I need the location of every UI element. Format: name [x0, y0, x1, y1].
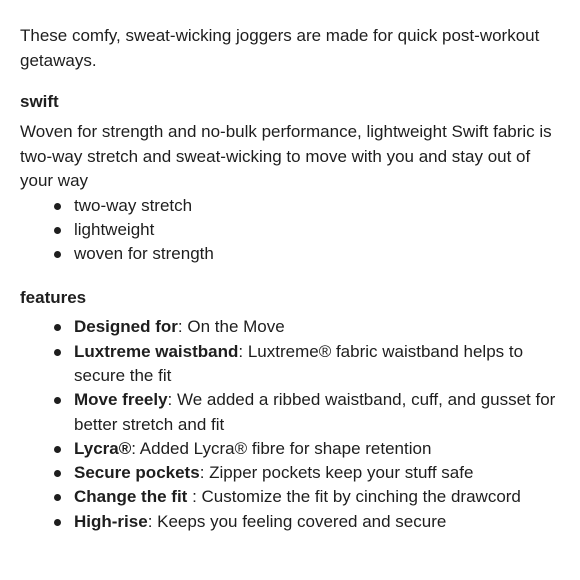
- swift-description: Woven for strength and no-bulk performance, lightweight Swift fabric is two-way stretch and sweat-wicking to move with you and stay out of your way: [20, 122, 552, 190]
- feature-separator: :: [131, 438, 140, 458]
- bullet-icon: [54, 446, 61, 453]
- feature-item: [20, 388, 560, 437]
- features-heading: features: [20, 288, 87, 308]
- feature-item: [20, 510, 560, 534]
- swift-heading: swift: [20, 92, 59, 111]
- feature-item: [20, 315, 560, 339]
- bullet-text: lightweight: [74, 219, 155, 239]
- intro-text: These comfy, sweat-wicking joggers are made for quick post-workout getaways.: [20, 26, 540, 70]
- list-item: [20, 242, 560, 266]
- feature-separator: :: [199, 463, 210, 483]
- feature-separator: :: [238, 341, 248, 361]
- feature-separator: :: [147, 511, 158, 531]
- swift-bullet-list: [20, 194, 560, 267]
- bullet-icon: [54, 349, 61, 356]
- feature-term: High-rise: [74, 511, 148, 531]
- bullet-icon: [54, 324, 61, 331]
- bullet-icon: [54, 397, 61, 404]
- features-list: [20, 315, 560, 534]
- list-item: [20, 194, 560, 218]
- feature-text: Keeps you feeling covered and secure: [157, 511, 447, 531]
- feature-item: [20, 437, 560, 461]
- feature-separator: :: [187, 487, 202, 507]
- feature-item: [20, 485, 560, 509]
- feature-text: Customize the fit by cinching the drawcord: [201, 487, 521, 507]
- feature-term: Change the fit: [74, 487, 188, 507]
- bullet-icon: [54, 227, 61, 234]
- feature-text: On the Move: [187, 317, 285, 337]
- bullet-icon: [54, 203, 61, 210]
- bullet-text: woven for strength: [74, 244, 214, 264]
- feature-separator: :: [177, 317, 188, 337]
- feature-text: Added Lycra® fibre for shape retention: [139, 438, 432, 458]
- list-item: [20, 218, 560, 242]
- feature-term: Secure pockets: [74, 463, 200, 483]
- feature-term: Move freely: [74, 390, 168, 410]
- feature-text: Zipper pockets keep your stuff safe: [209, 463, 474, 483]
- feature-term: Luxtreme waistband: [74, 341, 239, 361]
- bullet-icon: [54, 494, 61, 501]
- feature-separator: :: [167, 390, 177, 410]
- feature-text: We added a ribbed waistband, cuff, and gusset for better stretch and fit: [74, 390, 556, 434]
- bullet-icon: [54, 519, 61, 526]
- bullet-icon: [54, 470, 61, 477]
- bullet-icon: [54, 251, 61, 258]
- feature-item: [20, 340, 560, 389]
- feature-text: Luxtreme® fabric waistband helps to secure the fit: [74, 341, 524, 385]
- feature-term: Designed for: [74, 317, 178, 337]
- feature-item: [20, 461, 560, 485]
- feature-term: Lycra®: [74, 438, 132, 458]
- bullet-text: two-way stretch: [74, 195, 193, 215]
